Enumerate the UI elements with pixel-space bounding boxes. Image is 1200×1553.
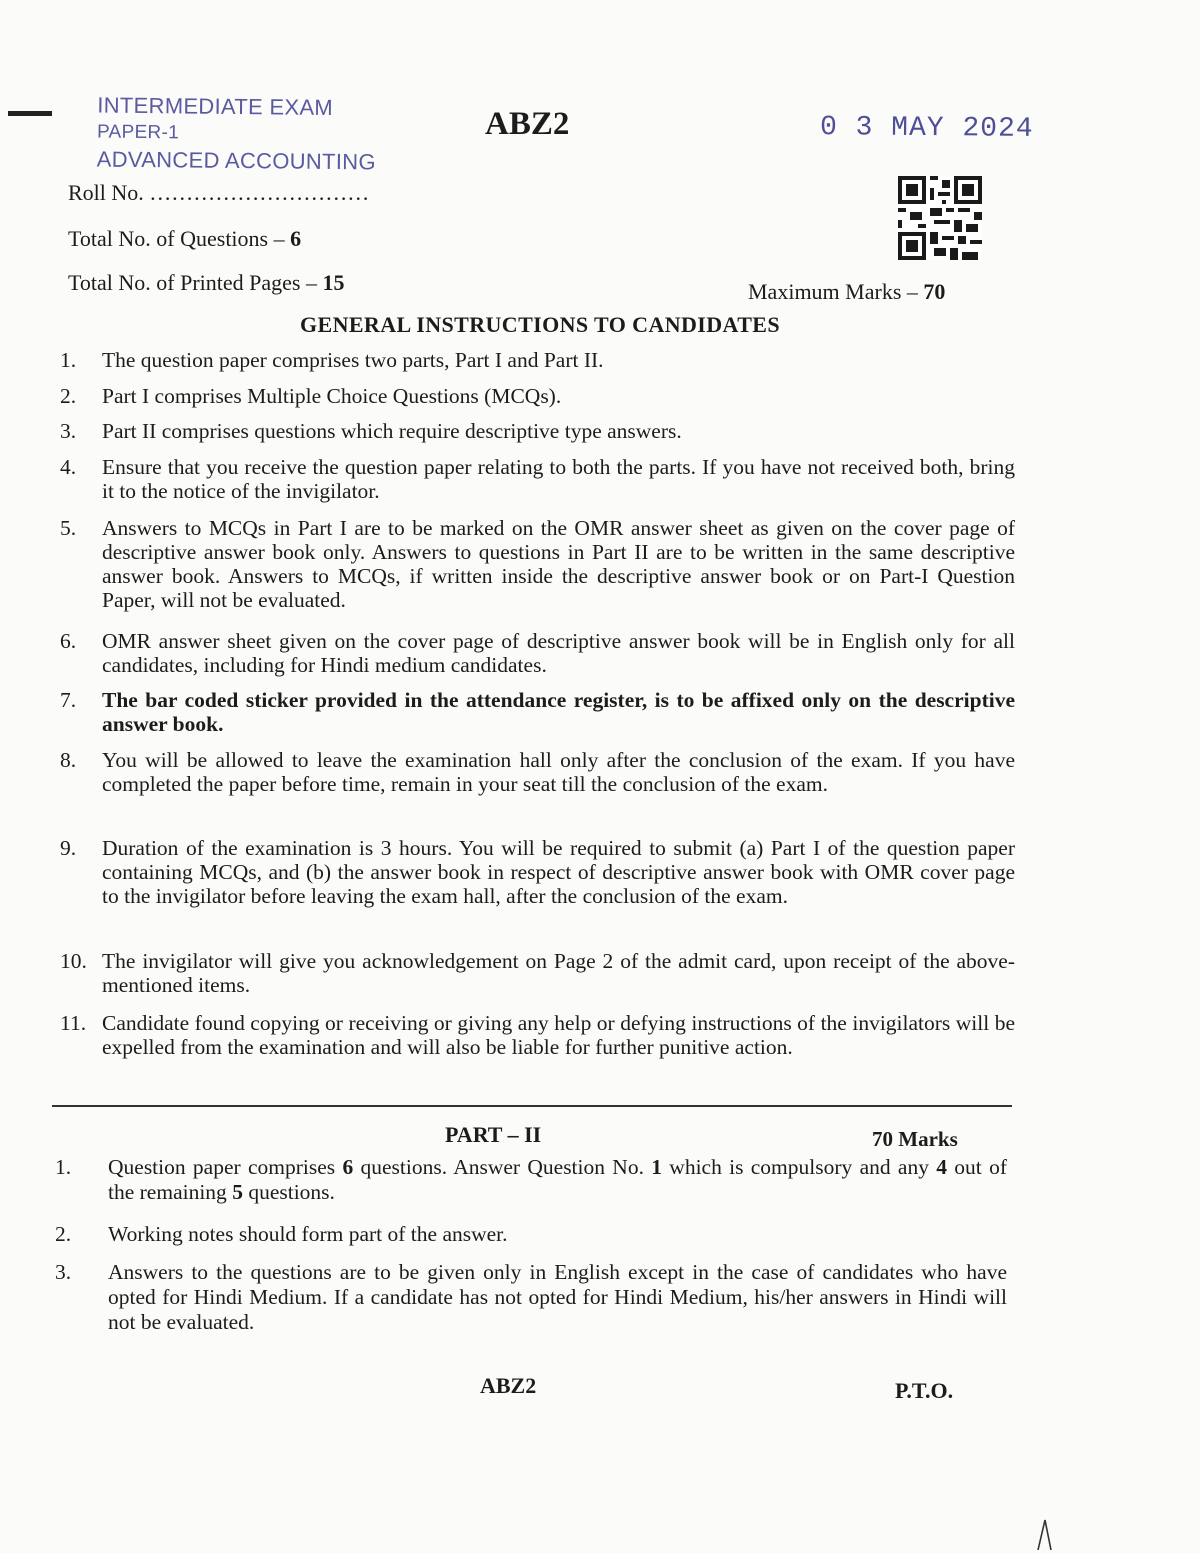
instruction-text: Answers to MCQs in Part I are to be marked on the OMR answer sheet as given on the cover page of descriptive answer book only. Answers to questions in Part II are to be written in the same descriptive answer book. Answers to MCQs, if written inside the descriptive answer book or on Part-I Question Paper, will not be evaluated. [102,516,1015,612]
instruction-text: OMR answer sheet given on the cover page of descriptive answer book will be in English only for all candidates, including for Hindi medium candidates. [102,629,1015,677]
instruction-number: 2. [60,384,77,408]
part-two-text: Working notes should form part of the answer. [108,1222,508,1246]
total-questions [68,226,301,252]
instruction-number: 7. [60,688,77,712]
roll-number-field: Roll No. ………………………… [68,180,370,205]
total-questions-value: 6 [290,226,302,251]
stamp-line-exam: INTERMEDIATE EXAM [97,92,334,121]
instruction-text: The invigilator will give you acknowledgement on Page 2 of the admit card, upon receipt of the above-mentioned items. [102,949,1015,997]
instruction-text: The question paper comprises two parts, Part I and Part II. [102,348,604,372]
total-pages [68,270,344,296]
instruction-number: 5. [60,516,77,540]
instruction-text: Part I comprises Multiple Choice Questions (MCQs). [102,384,562,408]
part-two-text: Answers to the questions are to be given only in English except in the case of candidates who have opted for Hindi Medium. If a candidate has not opted for Hindi Medium, his/her answers in Hindi will not be evaluated. [108,1260,1007,1334]
instruction-item [60,455,1015,503]
margin-dash-mark [8,111,52,116]
total-questions-label: Total No. of Questions – [68,226,291,251]
total-pages-value: 15 [322,270,345,295]
instruction-number: 6. [60,629,77,653]
instruction-text: Candidate found copying or receiving or giving any help or defying instructions of the invigilators will be expelled from the examination and will also be liable for further punitive action. [102,1011,1015,1059]
handwritten-mark-icon [1035,1516,1055,1552]
instruction-item [60,348,1015,372]
maximum-marks-label: Maximum Marks – [748,279,924,304]
instruction-item [60,629,1015,677]
instruction-text: Duration of the examination is 3 hours. You will be required to submit (a) Part I of the question paper containing MCQs, and (b) the answer book in respect of descriptive answer book with OMR cover page to the invigilator before leaving the exam hall, after the conclusion of the exam. [102,836,1015,908]
part-two-instruction [55,1155,1007,1205]
instruction-item [60,949,1015,997]
total-pages-label: Total No. of Printed Pages – [68,270,323,295]
instruction-number: 10. [60,949,87,973]
exam-stamp [97,92,377,176]
instruction-item [60,419,1015,443]
instruction-item [60,384,1015,408]
maximum-marks [748,279,945,305]
part-two-title: PART – II [445,1122,542,1147]
instruction-number: 9. [60,836,77,860]
part-two-number: 3. [55,1260,72,1284]
stamp-line-subject: ADVANCED ACCOUNTING [96,146,376,175]
general-instructions-heading: GENERAL INSTRUCTIONS TO CANDIDATES [299,312,780,337]
stamp-line-paper: PAPER-1 [96,121,180,144]
maximum-marks-value: 70 [923,279,946,304]
instruction-item [60,1011,1015,1059]
instruction-number: 8. [60,748,77,772]
paper-code: ABZ2 [485,106,570,142]
part-two-instruction [55,1260,1007,1335]
section-divider [52,1105,1012,1107]
part-two-marks: 70 Marks [872,1127,958,1151]
instruction-number: 1. [60,348,77,372]
instruction-item [60,836,1015,908]
instruction-text: Ensure that you receive the question paper relating to both the parts. If you have not received both, bring it to the notice of the invigilator. [102,455,1015,503]
qr-code-icon [898,176,982,260]
instruction-text: Part II comprises questions which require descriptive type answers. [102,419,682,443]
instruction-number: 4. [60,455,77,479]
instruction-text: You will be allowed to leave the examination hall only after the conclusion of the exam. If you have completed the paper before time, remain in your seat till the conclusion of the exam. [102,748,1015,796]
date-stamp: 0 3 MAY 2024 [819,112,1034,145]
part-two-number: 2. [55,1222,72,1246]
part-two-text: Question paper comprises 6 questions. Answer Question No. 1 which is compulsory and any 4 out of the remaining 5 questions. [108,1155,1007,1204]
instruction-item [60,516,1015,612]
footer-paper-code: ABZ2 [480,1373,537,1398]
footer-pto: P.T.O. [895,1378,954,1403]
instruction-item [60,688,1015,736]
instruction-item [60,748,1015,796]
instruction-number: 11. [60,1011,87,1035]
part-two-instruction [55,1222,1007,1247]
instruction-text: The bar coded sticker provided in the attendance register, is to be affixed only on the descriptive answer book. [102,688,1015,736]
instruction-number: 3. [60,419,77,443]
part-two-number: 1. [55,1155,72,1179]
